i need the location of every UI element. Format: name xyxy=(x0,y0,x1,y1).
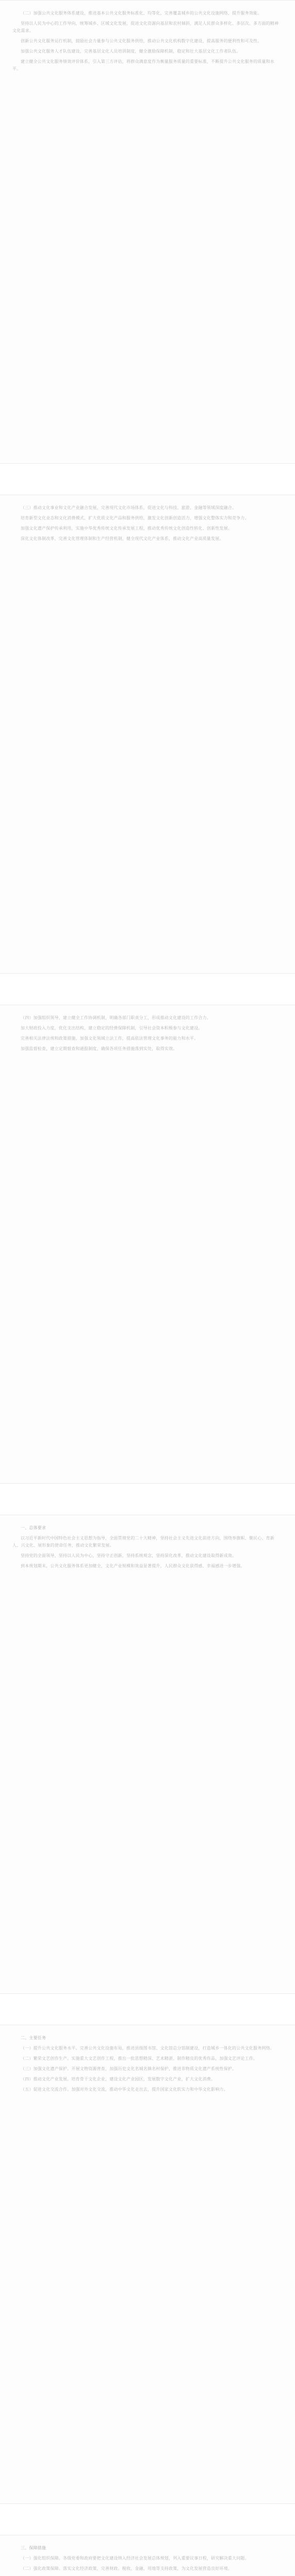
paragraph: 创新公共文化服务运行机制，鼓励社会力量参与公共文化服务供给，推动公共文化机构数字化建设，提高服务的便利性和可及性。 xyxy=(21,39,262,43)
page-3-text xyxy=(12,1014,283,1056)
paragraph: （五）促进文化交流合作。加强对外文化交流，推动中华文化走出去，提升国家文化软实力和中华文化影响力。 xyxy=(21,2087,228,2092)
section-heading: 二、主要任务 xyxy=(21,2036,46,2040)
page-2-text xyxy=(12,504,283,546)
paragraph: 到本规划期末，公共文化服务体系更加健全，文化产业规模和效益显著提升，人民群众文化获得感、幸福感进一步增强。 xyxy=(21,1564,245,1568)
paragraph: （一）提升公共文化服务水平。完善公共文化设施布局，推进县级图书馆、文化馆总分馆制建设，打造城乡一体化的公共文化服务网络。 xyxy=(21,2046,274,2050)
paragraph: 以习近平新时代中国特色社会主义思想为指导，全面贯彻党的二十大精神，坚持社会主义先进文化前进方向，围绕举旗帜、聚民心、育新人、兴文化、展形象的使命任务，推动文化繁荣发展。 xyxy=(12,1536,274,1548)
document-page-2 xyxy=(0,495,295,974)
paragraph: 深化文化体制改革，完善文化管理体制和生产经营机制，健全现代文化产业体系，推动文化产业高质量发展。 xyxy=(21,536,224,541)
paragraph: （二）繁荣文艺创作生产。实施重大文艺创作工程，推出一批思想精深、艺术精湛、制作精良的优秀作品，加强文艺评论工作。 xyxy=(21,2056,258,2061)
paragraph: （一）强化组织保障。各级党委和政府要把文化建设纳入经济社会发展总体规划，列入重要议事日程，研究解决重大问题。 xyxy=(21,2556,249,2561)
paragraph: （二）加强公共文化服务体系建设，推进基本公共文化服务标准化、均等化，完善覆盖城乡的公共文化设施网络，提升服务效能。 xyxy=(21,11,262,15)
page-4-text xyxy=(12,1524,283,1573)
paragraph: （二）强化政策保障。落实文化经济政策，完善财政、税收、金融、用地等支持政策，为文化发展营造良好环境。 xyxy=(21,2566,232,2571)
document-page-3 xyxy=(0,1005,295,1484)
document-page-5 xyxy=(0,2025,295,2504)
page-5-text xyxy=(12,2035,283,2096)
section-heading: 三、保障措施 xyxy=(21,2546,46,2550)
paragraph: 加大财政投入力度，优化支出结构，建立稳定的经费保障机制，引导社会资本积极参与文化建设。 xyxy=(21,1026,203,1030)
paragraph: （三）推动文化事业和文化产业融合发展，完善现代文化市场体系，促进文化与科技、旅游、金融等领域深度融合。 xyxy=(21,505,237,510)
document-page-1 xyxy=(0,0,295,464)
paragraph: 加强公共文化服务人才队伍建设，完善基层文化人员培训制度，健全激励保障机制，稳定和壮大基层文化工作者队伍。 xyxy=(21,49,241,54)
paragraph: （三）加强文化遗产保护。开展文物资源普查，加强历史文化名城名镇名村保护，推进非物质文化遗产系统性保护。 xyxy=(21,2066,237,2071)
paragraph: （四）加强组织领导，建立健全工作协调机制，明确各部门职责分工，形成推动文化建设的工作合力。 xyxy=(21,1015,211,1020)
paragraph: （四）推动文化产业发展。培育骨干文化企业，建设文化产业园区，发展数字文化产业，扩大文化消费。 xyxy=(21,2077,216,2081)
paragraph: 加强文化遗产保护传承利用，实施中华优秀传统文化传承发展工程，推动优秀传统文化创造性转化、创新性发展。 xyxy=(21,526,232,531)
paragraph: 加强监督检查，建立定期督查和通报制度，确保各项任务措施落到实处，取得实效。 xyxy=(21,1046,177,1051)
page-6-text xyxy=(12,2545,283,2576)
paragraph: 培育新型文化业态和文化消费模式，扩大优质文化产品和服务供给，激发文化创新创造活力，增强文化整体实力和竞争力。 xyxy=(21,516,249,520)
paragraph: 建立健全公共文化服务绩效评价体系，引入第三方评估，将群众满意度作为衡量服务质量的重要标准，不断提升公共文化服务的质量和水平。 xyxy=(12,59,274,71)
page-1-text xyxy=(12,10,283,76)
paragraph: 完善相关法律法规和政策措施，加强文化领域立法工作，提高依法管理文化事务的能力和水平。 xyxy=(21,1036,199,1041)
document-page-4 xyxy=(0,1515,295,1994)
paragraph: 坚持党的全面领导，坚持以人民为中心，坚持守正创新，坚持系统观念，坚持深化改革，推动文化建设取得新成效。 xyxy=(21,1553,237,1558)
section-heading: 一、总体要求 xyxy=(21,1526,46,1530)
document-page-6 xyxy=(0,2535,295,2576)
paragraph: 坚持以人民为中心的工作导向，统筹城乡、区域文化发展，促进文化资源向基层和农村倾斜，满足人民群众多样化、多层次、多方面的精神文化需求。 xyxy=(12,21,279,33)
